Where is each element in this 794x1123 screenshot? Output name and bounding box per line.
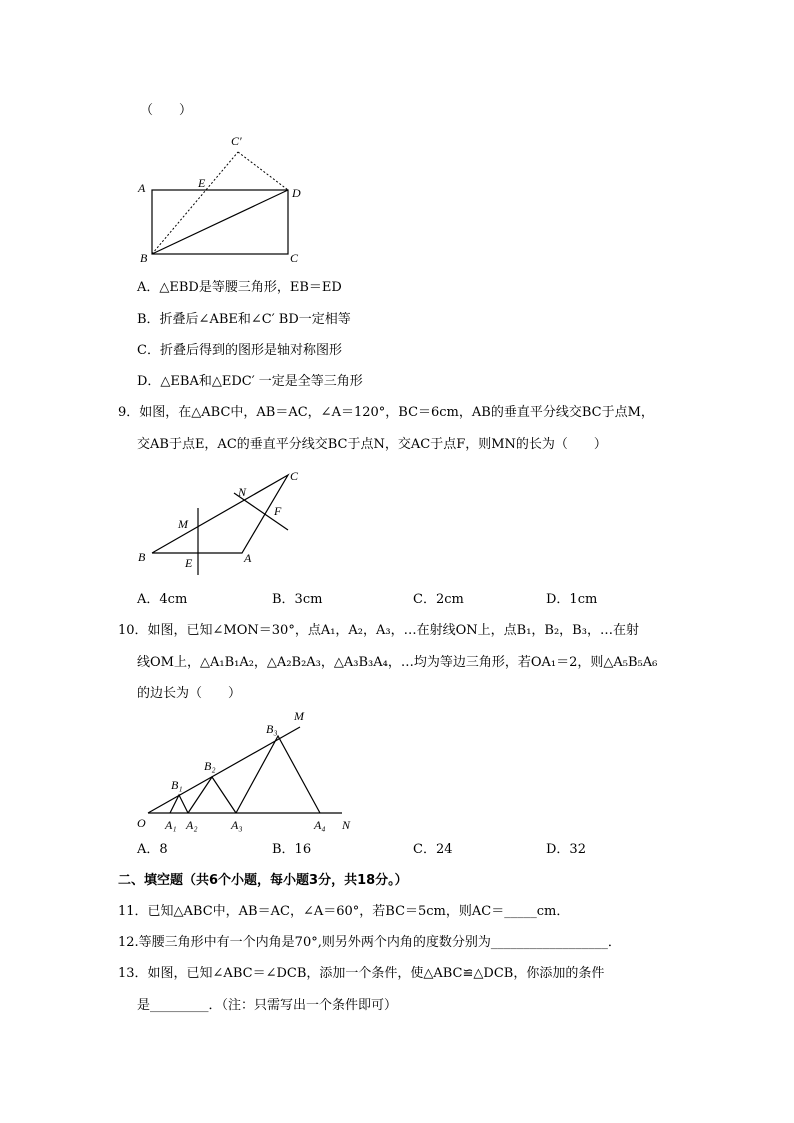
q9-label-b: B [138,550,146,564]
q10-triangle-a3b3a4 [236,736,320,813]
q8-label-b: B [140,251,148,265]
q10-label-a4: A₄ [314,818,326,832]
q8-option-b: B．折叠后∠ABE和∠C′ BD一定相等 [137,312,351,327]
q10-option-b: B．16 [272,842,312,857]
q10-label-o: O [137,816,146,830]
section2-title: 二、填空题（共6个小题，每小题3分，共18分。） [118,873,408,888]
q10-option-c: C．24 [413,842,453,857]
q11-text: 11．已知△ABC中，AB＝AC，∠A＝60°，若BC＝5cm，则AC＝_____cm． [118,904,570,919]
q10-stem-line3: 的边长为（ ） [137,686,242,701]
q9-stem-line2: 交AB于点E，AC的垂直平分线交BC于点N，交AC于点F，则MN的长为（ ） [137,437,607,452]
q9-stem-line1: 9．如图，在△ABC中，AB＝AC，∠A＝120°，BC＝6cm，AB的垂直平分线交BC于点M， [118,405,654,420]
q10-label-b3: B₃ [266,722,278,736]
q10-triangle-a2b2a3 [188,777,236,813]
q9-label-f: F [274,504,282,518]
q9-label-m: M [178,517,188,531]
q10-label-n: N [342,818,351,832]
q10-label-m: M [294,709,304,723]
q9-option-a: A．4cm [137,592,188,607]
q10-label-a1: A₁ [165,818,177,832]
q9-option-c: C．2cm [413,592,464,607]
q8-label-d: D [292,186,301,200]
q8-label-c-prime: C′ [231,134,242,148]
q10-stem-line1: 10．如图，已知∠MON＝30°，点A₁，A₂，A₃，…在射线ON上，点B₁，B₂，B₃，…在射 [118,623,639,638]
q10-option-a: A．8 [137,842,168,857]
q9-label-n: N [238,485,247,499]
q10-option-d: D．32 [546,842,586,857]
q9-label-e: E [185,556,193,570]
q13-stem-line1: 13．如图，已知∠ABC＝∠DCB，添加一个条件，使△ABC≌△DCB，你添加的条件 [118,966,605,981]
q10-label-b2: B₂ [204,759,216,773]
q10-label-a2: A₂ [186,818,198,832]
q13-stem-line2: 是_________．（注：只需写出一个条件即可） [137,998,398,1013]
q8-label-e: E [198,176,206,190]
q8-option-c: C．折叠后得到的图形是轴对称图形 [137,343,342,358]
q8-answer-paren: （ ） [140,103,193,118]
q12-text: 12.等腰三角形中有一个内角是70°,则另外两个内角的度数分别为__________________． [118,935,621,950]
q8-label-c: C [290,251,299,265]
q8-label-a: A [138,181,146,195]
q10-triangle-a1b1a2 [170,795,188,813]
q8-option-d: D．△EBA和△EDC′ 一定是全等三角形 [137,374,363,389]
q9-label-a: A [244,551,252,565]
q10-label-b1: B₁ [171,778,183,792]
q10-stem-line2: 线OM上，△A₁B₁A₂，△A₂B₂A₃，△A₃B₃A₄，…均为等边三角形，若OA₁＝2，则△A₅B₅A₆ [137,655,658,670]
q10-ray-om [148,727,300,813]
q9-label-c: C [290,469,299,483]
q9-option-b: B．3cm [272,592,323,607]
q8-option-a: A．△EBD是等腰三角形，EB＝ED [137,280,342,295]
q9-option-d: D．1cm [546,592,598,607]
q10-label-a3: A₃ [231,818,243,832]
